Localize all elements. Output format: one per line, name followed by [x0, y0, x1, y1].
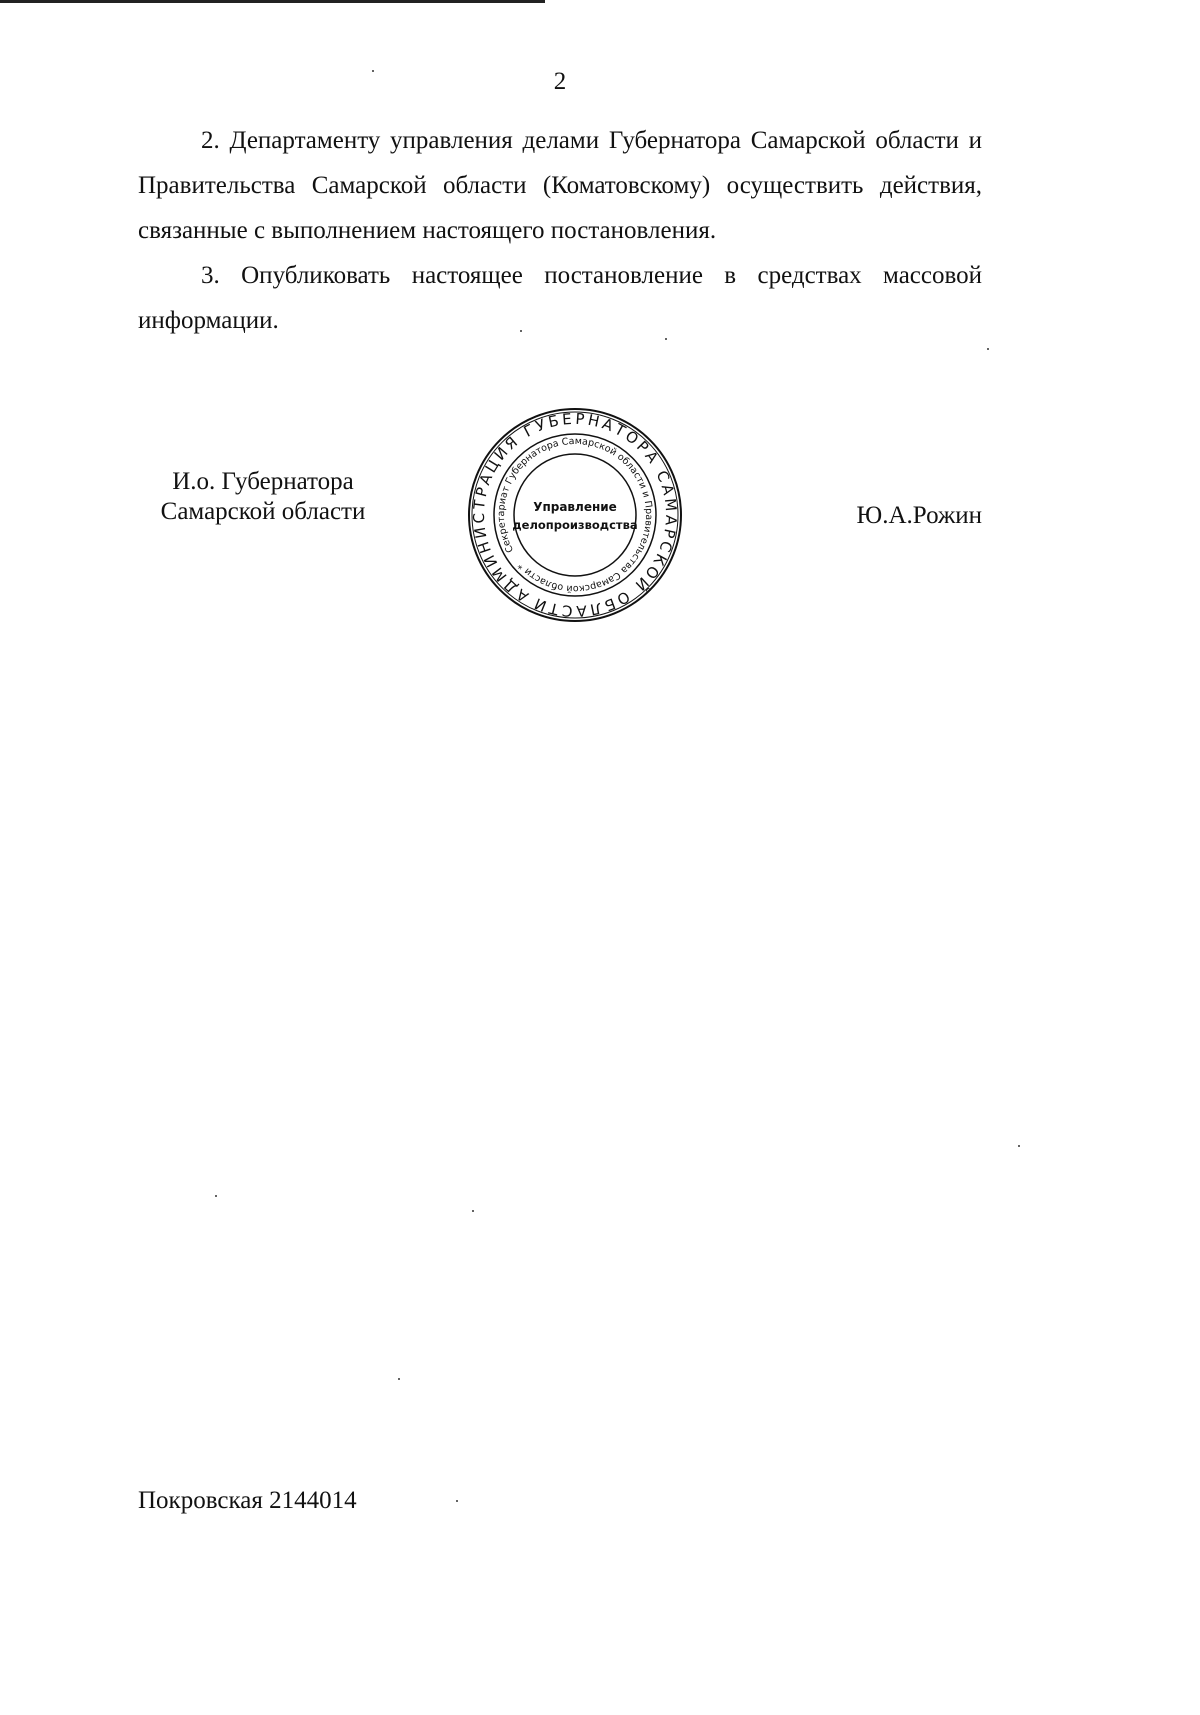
- stamp-center-line2: делопроизводства: [512, 518, 638, 532]
- signatory-title: [138, 467, 388, 527]
- scan-speck: [398, 1378, 400, 1380]
- scan-speck: [987, 348, 989, 350]
- signatory-name: Ю.А.Рожин: [856, 502, 982, 529]
- signatory-title-line2: Самарской области: [160, 498, 366, 525]
- scan-speck: [215, 1195, 217, 1197]
- stamp-center-line1: Управление: [533, 500, 617, 514]
- paragraph-2: 2. Департаменту управления делами Губернатора Самарской области и Правительства Самарской области (Коматовскому) осуществить действия, связанные с выполнением настоящего постановления.: [138, 127, 982, 244]
- stamp-outer-text: АДМИНИСТРАЦИЯ ГУБЕРНАТОРА САМАРСКОЙ ОБЛАСТИ: [469, 409, 681, 621]
- scan-speck: [520, 330, 522, 332]
- executor-footer: Покровская 2144014: [138, 1487, 357, 1514]
- signatory-title-line1: И.о. Губернатора: [172, 468, 354, 495]
- scan-speck: [456, 1500, 458, 1502]
- stamp-middle-text: Секретариат Губернатора Самарской области и Правительства Самарской области *: [495, 435, 655, 595]
- scan-speck: [1018, 1145, 1020, 1147]
- page-number: 2: [553, 68, 567, 95]
- scan-speck: [665, 338, 667, 340]
- scan-edge-line: [0, 0, 545, 3]
- scan-speck: [372, 70, 374, 72]
- scan-speck: [472, 1210, 474, 1212]
- official-stamp: [460, 400, 690, 630]
- paragraph-3: 3. Опубликовать настоящее постановление в средствах массовой информации.: [138, 262, 982, 334]
